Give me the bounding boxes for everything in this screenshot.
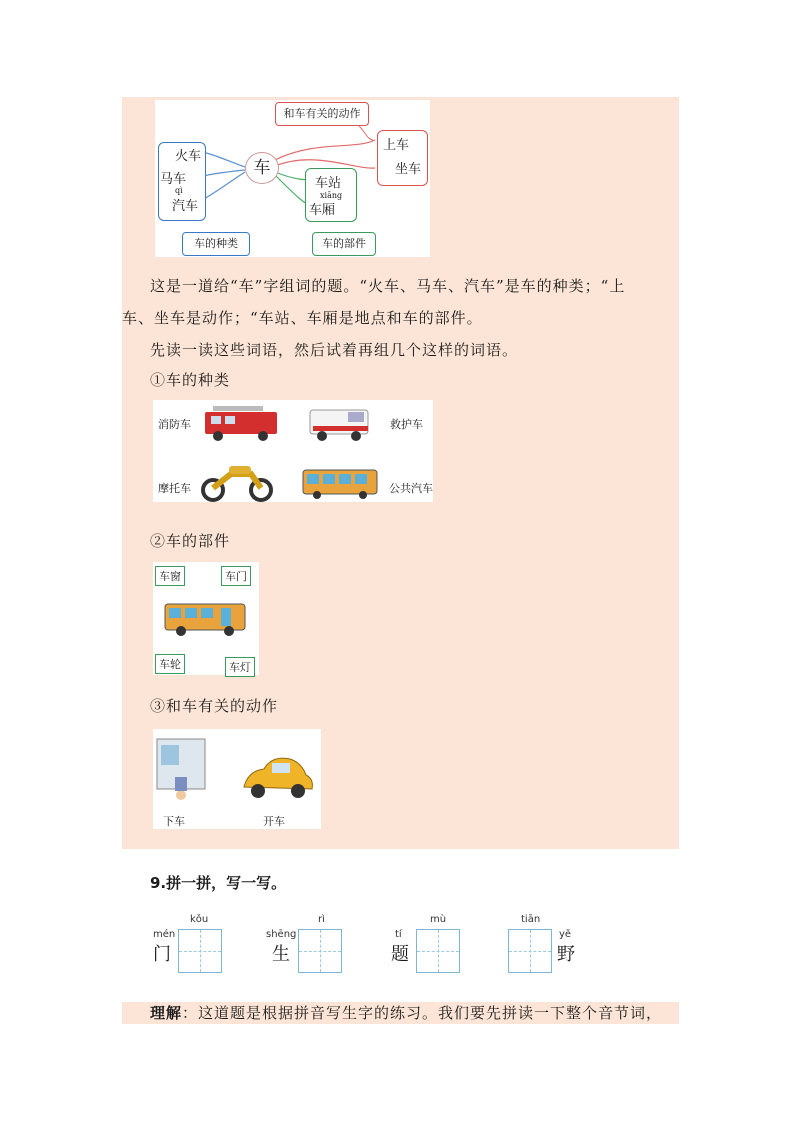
bus-diagram-icon — [163, 600, 249, 638]
writing-grid[interactable] — [298, 929, 342, 973]
part-label: 车门 — [221, 566, 251, 586]
mindmap-action-label: 和车有关的动作 — [275, 102, 369, 126]
explanation-label: 理解 — [150, 1004, 183, 1022]
part-pinyin: xiāng — [320, 191, 343, 200]
exercise-heading: 9.拼一拼，写一写。 — [150, 874, 287, 892]
mindmap-parts-label: 车的部件 — [312, 232, 376, 256]
type-item: 马车 — [160, 172, 187, 187]
vehicle-label: 公共汽车 — [389, 482, 433, 495]
vehicle-label: 摩托车 — [158, 482, 191, 495]
hanzi-char: 题 — [391, 944, 409, 965]
explanation-text: ：这道题是根据拼音写生字的练习。我们要先拼读一下整个音节词， — [182, 1004, 663, 1022]
action-label: 下车 — [163, 815, 185, 828]
action-item: 坐车 — [395, 162, 422, 177]
actions-image — [153, 729, 321, 829]
action-label: 开车 — [263, 815, 285, 828]
type-item: 汽车 — [172, 199, 199, 214]
car-icon — [238, 751, 316, 803]
explanation-line — [150, 1003, 662, 1023]
writing-grid[interactable] — [508, 929, 552, 973]
mindmap-center: 车 — [245, 152, 279, 184]
hanzi-char: 生 — [272, 944, 290, 965]
motorcycle-icon — [201, 458, 273, 502]
bus-icon — [301, 468, 381, 500]
pinyin-label: shēng — [266, 929, 297, 940]
part-item: 车站 — [315, 176, 342, 191]
writing-grid[interactable] — [416, 929, 460, 973]
writing-grid[interactable] — [178, 929, 222, 973]
bus-exit-icon — [155, 737, 207, 803]
vehicle-label: 消防车 — [158, 418, 191, 431]
pinyin-label: tí — [395, 929, 402, 940]
vehicle-label: 救护车 — [390, 418, 423, 431]
part-label: 车窗 — [155, 566, 185, 586]
hanzi-char: 野 — [557, 944, 575, 965]
mindmap — [155, 100, 430, 257]
type-item: 火车 — [175, 149, 202, 164]
pinyin-label: yě — [559, 929, 572, 940]
paragraph-line: 先读一读这些词语，然后试着再组几个这样的词语。 — [150, 341, 519, 359]
mindmap-types-label: 车的种类 — [182, 232, 250, 256]
pinyin-label: mù — [430, 914, 447, 925]
paragraph-line: 这是一道给“车”字组词的题。“火车、马车、汽车”是车的种类；“上 — [150, 277, 626, 295]
part-label: 车轮 — [155, 654, 185, 674]
pinyin-label: kǒu — [190, 914, 209, 925]
paragraph-line: 车、坐车是动作；“车站、车厢是地点和车的部件。 — [122, 309, 483, 327]
fire-truck-icon — [203, 402, 283, 442]
hanzi-char: 门 — [153, 944, 171, 965]
section-title: ②车的部件 — [150, 532, 231, 550]
section-title: ③和车有关的动作 — [150, 697, 279, 715]
part-label: 车灯 — [225, 657, 255, 677]
bus-parts-image — [153, 562, 259, 675]
pinyin-label: tiān — [521, 914, 541, 925]
pinyin-label: mén — [153, 929, 176, 940]
vehicle-types-image — [153, 400, 433, 502]
type-pinyin: qì — [175, 186, 183, 195]
pinyin-label: rì — [318, 914, 325, 925]
action-item: 上车 — [383, 138, 410, 153]
section-title: ①车的种类 — [150, 371, 231, 389]
part-item: 车厢 — [309, 203, 336, 218]
ambulance-icon — [308, 402, 373, 444]
